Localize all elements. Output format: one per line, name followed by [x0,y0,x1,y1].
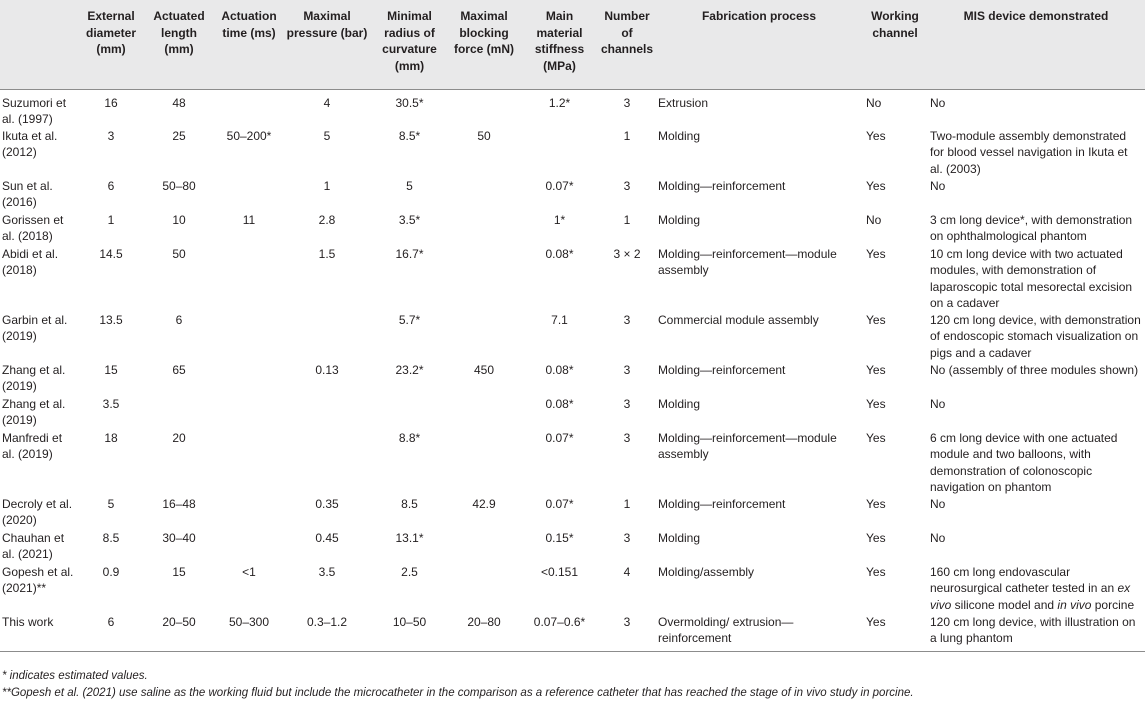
header-reference [0,0,79,89]
cell-channels: 3 [599,614,655,652]
cell-pressure [283,312,371,362]
cell-reference: Abidi et al. (2018) [2,246,59,277]
cell-reference: Zhang et al. (2019) [2,396,66,427]
cell-mis-device: 3 cm long device*, with demonstration on ophthalmological phantom [930,212,1133,243]
cell-force [448,212,520,246]
mis-text-c: silicone model and [951,597,1058,612]
cell-pressure [283,430,371,496]
mis-text-e: porcine [1091,597,1135,612]
cell-mis-device: 6 cm long device with one actuated module and two balloons, with demonstration of colonoscopic navigation on phantom [930,430,1118,494]
cell-pressure: 4 [323,95,331,110]
cell-stiffness: 7.1 [551,312,568,327]
cell-fabrication: Molding/assembly [658,564,755,579]
cell-radius: 8.5 [401,496,418,511]
table-row [0,178,1145,212]
cell-time [215,178,283,212]
cell-force: 20–80 [448,614,520,652]
table-row [0,396,1145,430]
cell-reference: Manfredi et al. (2019) [2,430,63,461]
cell-length: 15 [172,564,186,579]
cell-pressure: 1.5 [318,246,336,261]
mis-text-ex-vivo: ex vivo [930,581,1131,612]
cell-diameter: 1 [107,212,115,227]
cell-stiffness: 0.07* [545,178,574,193]
cell-fabrication: Molding—reinforcement—module assembly [658,430,837,461]
footnote-gopesh: **Gopesh et al. (2021) use saline as the working fluid but include the microcatheter in the comparison as a reference catheter that has reached the stage of in vivo study in porcine. [2,687,914,699]
cell-length [143,396,215,430]
cell-mis-device: 10 cm long device with two actuated modules, with demonstration of laparoscopic total mesorectal excision on a cadaver [930,246,1133,310]
cell-stiffness: 0.08* [545,246,574,261]
cell-length: 25 [172,128,186,143]
cell-reference: Chauhan et al. (2021) [2,530,65,561]
table-row [0,362,1145,396]
table-row [0,312,1145,362]
cell-channels: 1 [623,128,631,143]
cell-length: 6 [175,312,183,327]
cell-channels: 3 [623,178,631,193]
cell-time: 50–200* [226,128,272,143]
table-row [0,564,1145,614]
cell-length: 30–40 [162,530,196,545]
cell-time: 50–300 [215,614,283,652]
cell-mis-device: 120 cm long device, with demonstration of endoscopic stomach visualization on pigs and a cadaver [930,312,1141,360]
cell-radius: 8.8* [398,430,421,445]
cell-diameter: 5 [107,496,115,511]
cell-mis-device: No [930,530,946,545]
cell-fabrication: Molding [658,128,701,143]
header-material-stiffness: Main material stiffness (MPa) [520,0,599,89]
cell-channels: 3 [623,396,631,411]
cell-force: 450 [473,362,495,377]
cell-working-channel: No [866,212,882,227]
cell-pressure: 0.3–1.2 [283,614,371,652]
cell-reference: Gopesh et al. (2021)** [2,564,74,595]
cell-force: 50 [477,128,491,143]
header-fabrication-process: Fabrication process [655,0,863,89]
cell-working-channel: Yes [866,564,886,579]
cell-diameter: 16 [104,95,118,110]
table-row [0,212,1145,246]
cell-stiffness: <0.151 [540,564,579,579]
cell-channels: 3 [623,530,631,545]
cell-length: 10 [172,212,186,227]
cell-time [215,89,283,128]
cell-radius: 3.5* [398,212,421,227]
cell-pressure: 2.8 [318,212,336,227]
cell-time [215,362,283,396]
cell-diameter: 14.5 [99,246,123,261]
cell-diameter: 8.5 [102,530,120,545]
footnote-estimated: * indicates estimated values. [2,670,148,682]
cell-working-channel: Yes [863,614,927,652]
cell-reference: This work [0,614,79,652]
cell-diameter: 13.5 [99,312,123,327]
cell-force [448,430,520,496]
cell-time [215,496,283,530]
cell-length: 16–48 [162,496,196,511]
table-row [0,430,1145,496]
cell-fabrication: Molding [658,530,701,545]
cell-stiffness: 0.07–0.6* [520,614,599,652]
cell-diameter: 15 [104,362,118,377]
cell-working-channel: Yes [866,178,886,193]
cell-stiffness: 1.2* [548,95,571,110]
cell-time [215,246,283,312]
cell-force [448,89,520,128]
table-row [0,496,1145,530]
cell-time [215,312,283,362]
cell-radius: 10–50 [371,614,448,652]
cell-working-channel: Yes [866,396,886,411]
cell-diameter: 18 [104,430,118,445]
cell-diameter: 6 [107,178,115,193]
cell-reference: Gorissen et al. (2018) [2,212,64,243]
table-row [0,614,1145,652]
cell-reference: Decroly et al. (2020) [2,496,73,527]
cell-radius: 8.5* [398,128,421,143]
cell-radius: 16.7* [395,246,424,261]
cell-time: <1 [242,564,256,579]
mis-text-a: 160 cm long endovascular neurosurgical catheter tested in an [930,564,1118,595]
table-header-row [0,0,1145,89]
cell-length: 50–80 [162,178,196,193]
cell-reference: Garbin et al. (2019) [2,312,68,343]
cell-stiffness: 0.07* [545,496,574,511]
cell-mis-device: No [930,95,946,110]
cell-working-channel: Yes [866,530,886,545]
cell-length: 20–50 [143,614,215,652]
cell-diameter: 0.9 [102,564,120,579]
cell-reference: Suzumori et al. (1997) [2,95,67,126]
header-minimal-radius: Minimal radius of curvature (mm) [371,0,448,89]
cell-mis-device: 120 cm long device, with illustration on a lung phantom [927,614,1145,652]
cell-fabrication: Molding—reinforcement—module assembly [658,246,837,277]
cell-reference: Ikuta et al. (2012) [2,128,58,159]
header-mis-device: MIS device demonstrated [927,0,1145,89]
cell-fabrication: Overmolding/ extrusion—reinforcement [655,614,863,652]
cell-radius: 23.2* [395,362,424,377]
cell-mis-device: No [930,496,946,511]
cell-time [215,396,283,430]
cell-radius: 13.1* [395,530,424,545]
cell-fabrication: Molding [658,212,701,227]
cell-force [448,178,520,212]
cell-radius: 5.7* [398,312,421,327]
cell-pressure: 0.35 [315,496,339,511]
cell-radius: 5 [406,178,413,193]
cell-fabrication: Extrusion [658,95,709,110]
cell-stiffness: 0.15* [545,530,574,545]
cell-channels: 1 [623,496,631,511]
cell-length: 20 [172,430,186,445]
cell-mis-device: No [930,396,946,411]
cell-channels: 4 [623,564,631,579]
cell-working-channel: Yes [866,496,886,511]
cell-channels: 3 [623,362,631,377]
cell-pressure: 0.45 [315,530,339,545]
cell-pressure: 0.13 [315,362,339,377]
cell-working-channel: Yes [866,362,886,377]
cell-mis-device: No [930,178,946,193]
header-number-of-channels: Number of channels [599,0,655,89]
table-row [0,128,1145,178]
cell-stiffness [520,128,599,178]
cell-pressure: 1 [323,178,331,193]
cell-channels: 3 × 2 [613,246,641,261]
cell-stiffness: 0.08* [545,362,574,377]
cell-pressure: 5 [323,128,331,143]
cell-channels: 1 [623,212,631,227]
cell-time [215,430,283,496]
cell-stiffness: 0.07* [545,430,574,445]
cell-reference: Zhang et al. (2019) [2,362,66,393]
header-blocking-force: Maximal blocking force (mN) [448,0,520,89]
cell-diameter: 3 [107,128,115,143]
cell-reference: Sun et al. (2016) [2,178,53,209]
cell-radius [371,396,448,430]
cell-channels: 3 [623,95,631,110]
cell-stiffness: 1* [553,212,566,227]
cell-force: 42.9 [472,496,496,511]
cell-force [448,312,520,362]
table-row [0,89,1145,128]
cell-diameter: 3.5 [102,396,120,411]
cell-pressure: 3.5 [318,564,336,579]
cell-force [448,530,520,564]
cell-working-channel: Yes [866,430,886,445]
cell-pressure [283,396,371,430]
cell-fabrication: Commercial module assembly [658,312,819,327]
cell-working-channel: Yes [866,312,886,327]
cell-length: 65 [172,362,186,377]
cell-working-channel: Yes [866,128,886,143]
header-maximal-pressure: Maximal pressure (bar) [283,0,371,89]
header-working-channel: Working channel [863,0,927,89]
cell-diameter: 6 [79,614,143,652]
cell-channels: 3 [623,312,631,327]
cell-time: 11 [242,212,256,227]
cell-fabrication: Molding—reinforcement [658,362,786,377]
cell-fabrication: Molding [658,396,701,411]
header-actuation-time: Actuation time (ms) [215,0,283,89]
cell-length: 50 [172,246,186,261]
cell-mis-device [927,564,1145,614]
cell-force [448,564,520,614]
table-row [0,246,1145,312]
cell-time [215,530,283,564]
cell-mis-device: No (assembly of three modules shown) [930,362,1139,377]
cell-radius: 30.5* [395,95,424,110]
header-external-diameter: External diameter (mm) [79,0,143,89]
cell-working-channel: No [866,95,882,110]
cell-fabrication: Molding—reinforcement [658,178,786,193]
cell-force [448,246,520,312]
cell-fabrication: Molding—reinforcement [658,496,786,511]
cell-radius: 2.5 [401,564,418,579]
cell-length: 48 [172,95,186,110]
table-row [0,530,1145,564]
mis-text-in-vivo: in vivo [1057,597,1092,612]
table-footnotes [2,668,914,699]
cell-working-channel: Yes [866,246,886,261]
cell-channels: 3 [623,430,631,445]
cell-stiffness: 0.08* [545,396,574,411]
cell-mis-device: Two-module assembly demonstrated for blood vessel navigation in Ikuta et al. (2003) [930,128,1128,176]
header-actuated-length: Actuated length (mm) [143,0,215,89]
cell-force [448,396,520,430]
